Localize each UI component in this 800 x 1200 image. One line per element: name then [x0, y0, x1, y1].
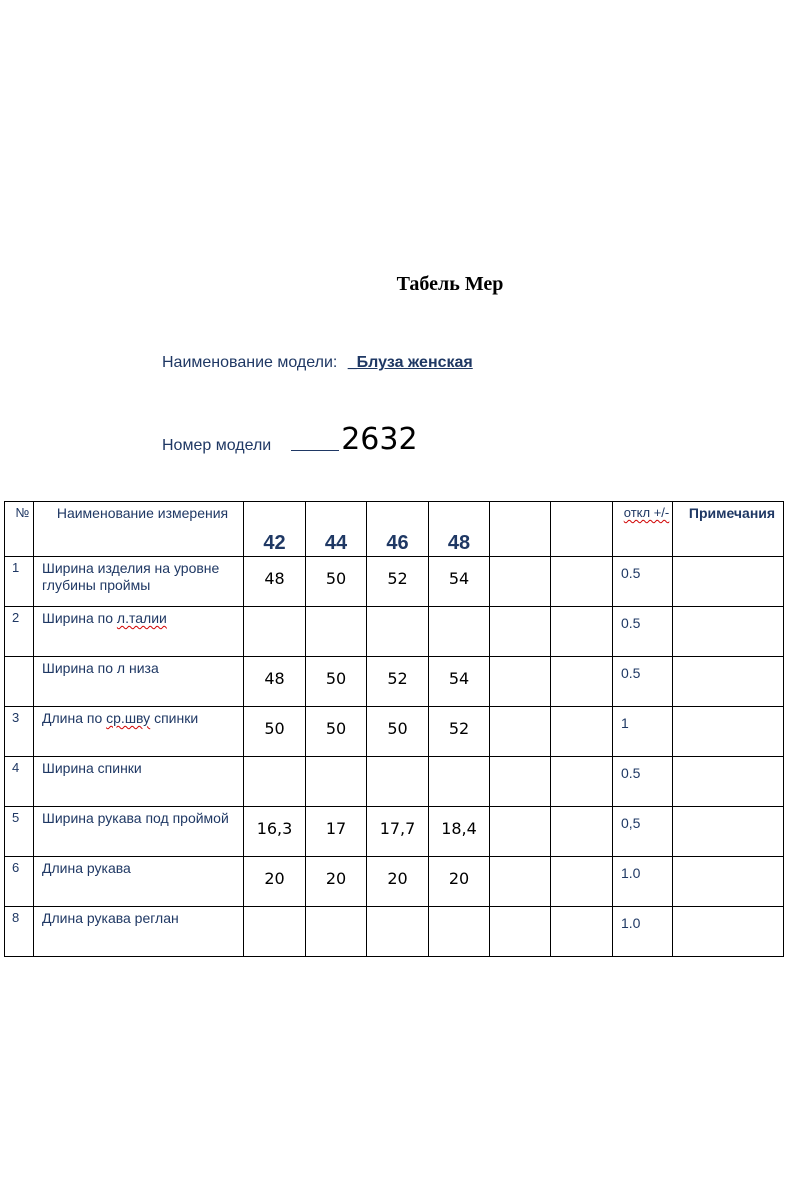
size-value: 54	[429, 657, 490, 707]
measurement-name: Ширина спинки	[34, 757, 244, 807]
table-row	[5, 607, 784, 657]
size-value	[306, 907, 367, 957]
row-number	[5, 657, 34, 707]
header-size: 42	[244, 502, 306, 557]
table-row	[5, 857, 784, 907]
size-value: 16,3	[244, 807, 306, 857]
size-value	[306, 607, 367, 657]
tolerance-value: 0.5	[613, 557, 673, 607]
model-number-line	[162, 422, 418, 457]
row-number: 2	[5, 607, 34, 657]
measurement-name: Длина рукава	[34, 857, 244, 907]
measurement-name: Длина рукава реглан	[34, 907, 244, 957]
header-notes: Примечания	[673, 502, 784, 557]
size-value	[429, 907, 490, 957]
size-value: 48	[244, 557, 306, 607]
row-number: 3	[5, 707, 34, 757]
size-value: 50	[244, 707, 306, 757]
size-value	[490, 657, 551, 707]
tolerance-value: 0.5	[613, 657, 673, 707]
size-value	[244, 907, 306, 957]
measurement-name: Ширина рукава под проймой	[34, 807, 244, 857]
header-size	[490, 502, 551, 557]
row-number: 5	[5, 807, 34, 857]
size-value	[551, 907, 613, 957]
size-value	[490, 607, 551, 657]
notes-cell	[673, 707, 784, 757]
notes-cell	[673, 807, 784, 857]
measurement-name: Ширина по л низа	[34, 657, 244, 707]
size-value: 17,7	[367, 807, 429, 857]
size-value	[490, 907, 551, 957]
table-row	[5, 657, 784, 707]
size-value: 52	[367, 657, 429, 707]
size-value: 20	[429, 857, 490, 907]
tolerance-value: 1	[613, 707, 673, 757]
size-value: 50	[306, 657, 367, 707]
measurement-name: Ширина по л.талии	[34, 607, 244, 657]
size-value: 48	[244, 657, 306, 707]
header-no: №	[5, 502, 34, 557]
row-number: 1	[5, 557, 34, 607]
size-value: 52	[429, 707, 490, 757]
size-value	[551, 557, 613, 607]
tolerance-value: 0.5	[613, 607, 673, 657]
table-header-row	[5, 502, 784, 557]
size-value: 18,4	[429, 807, 490, 857]
model-number-label: Номер модели	[162, 437, 272, 454]
page-title: Табель Мер	[396, 273, 504, 295]
row-number: 8	[5, 907, 34, 957]
size-value	[490, 557, 551, 607]
size-value: 52	[367, 557, 429, 607]
size-value	[367, 907, 429, 957]
size-value	[490, 807, 551, 857]
size-value: 50	[367, 707, 429, 757]
size-value	[551, 757, 613, 807]
size-value: 50	[306, 707, 367, 757]
header-size: 46	[367, 502, 429, 557]
size-value	[551, 807, 613, 857]
size-value	[551, 857, 613, 907]
size-value	[490, 757, 551, 807]
size-value: 20	[306, 857, 367, 907]
row-number: 6	[5, 857, 34, 907]
header-size: 44	[306, 502, 367, 557]
tolerance-value: 1.0	[613, 857, 673, 907]
size-value	[367, 607, 429, 657]
notes-cell	[673, 657, 784, 707]
size-value: 17	[306, 807, 367, 857]
size-value	[244, 757, 306, 807]
size-value: 20	[244, 857, 306, 907]
measurements-table	[4, 501, 784, 957]
tolerance-value: 0,5	[613, 807, 673, 857]
table-row	[5, 907, 784, 957]
size-value	[551, 707, 613, 757]
size-value	[551, 607, 613, 657]
tolerance-value: 1.0	[613, 907, 673, 957]
size-value: 54	[429, 557, 490, 607]
tolerance-value: 0.5	[613, 757, 673, 807]
table-row	[5, 807, 784, 857]
size-value	[429, 757, 490, 807]
size-value	[244, 607, 306, 657]
model-number-underline	[291, 450, 339, 451]
size-value	[306, 757, 367, 807]
header-size: 48	[429, 502, 490, 557]
row-number: 4	[5, 757, 34, 807]
size-value: 50	[306, 557, 367, 607]
notes-cell	[673, 557, 784, 607]
model-number-value: 2632	[341, 422, 418, 457]
notes-cell	[673, 907, 784, 957]
model-name-label: Наименование модели:	[162, 354, 338, 371]
notes-cell	[673, 607, 784, 657]
size-value	[429, 607, 490, 657]
size-value	[367, 757, 429, 807]
size-value	[490, 707, 551, 757]
notes-cell	[673, 857, 784, 907]
header-name: Наименование измерения	[34, 502, 244, 557]
measurement-name: Длина по ср.шву спинки	[34, 707, 244, 757]
measurement-name: Ширина изделия на уровне глубины проймы	[34, 557, 244, 607]
model-name-value: _Блуза женская	[347, 354, 473, 371]
header-tolerance: откл +/-	[613, 502, 673, 557]
table-row	[5, 757, 784, 807]
header-size	[551, 502, 613, 557]
size-value	[551, 657, 613, 707]
table-row	[5, 557, 784, 607]
size-value: 20	[367, 857, 429, 907]
notes-cell	[673, 757, 784, 807]
model-name-line	[162, 354, 473, 372]
size-value	[490, 857, 551, 907]
table-row	[5, 707, 784, 757]
